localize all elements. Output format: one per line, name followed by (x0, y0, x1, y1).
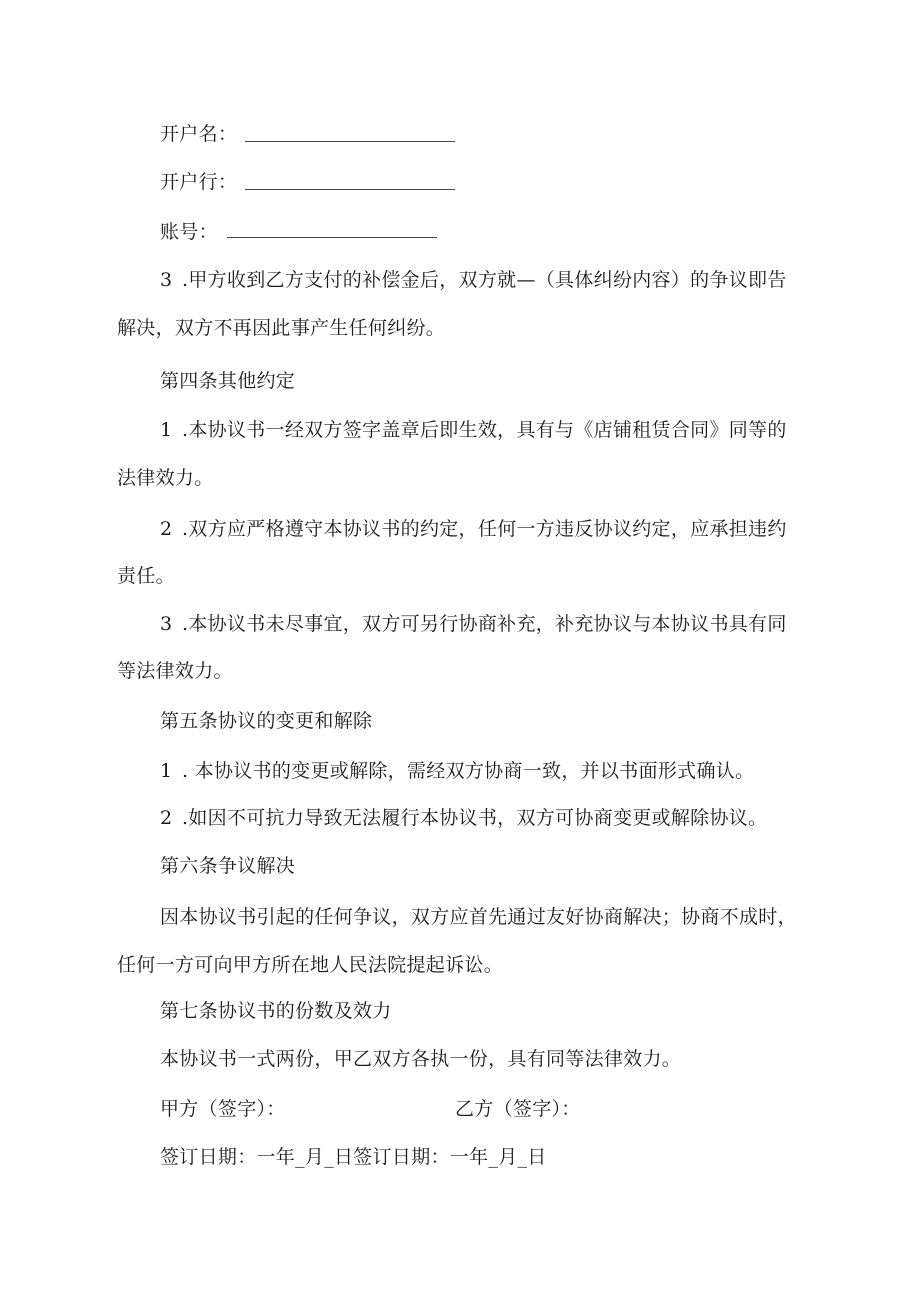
art7-heading: 第七条协议书的份数及效力 (160, 1000, 392, 1022)
item-text: .本协议书一经双方签字盖章后即生效，具有与《店铺租赁合同》同等的 (182, 419, 787, 441)
item-number: 2 (160, 518, 173, 540)
item-text: .如因不可抗力导致无法履行本协议书，双方可协商变更或解除协议。 (182, 807, 768, 829)
item-number: 2 (160, 807, 173, 829)
art4-item2-line2: 责任。 (117, 565, 175, 587)
item-number: 3 (160, 269, 173, 291)
art4-item3-line2: 等法律效力。 (117, 660, 233, 682)
art3-item3-line2: 解决，双方不再因此事产生任何纠纷。 (117, 317, 446, 339)
item-number: 1 (160, 419, 173, 441)
art6-line1: 因本协议书引起的任何争议，双方应首先通过友好协商解决；协商不成时， (160, 906, 797, 928)
bank-label: 开户行： (160, 171, 238, 193)
bank-blank (245, 189, 455, 190)
party-a-signature: 甲方（签字）： (160, 1098, 286, 1120)
item-text: . 本协议书的变更或解除，需经双方协商一致，并以书面形式确认。 (182, 760, 755, 782)
item-text: .甲方收到乙方支付的补偿金后，双方就—（具体纠纷内容）的争议即告 (182, 269, 787, 291)
art6-line2: 任何一方可向甲方所在地人民法院提起诉讼。 (117, 954, 504, 976)
item-text: .双方应严格遵守本协议书的约定，任何一方违反协议约定，应承担违约 (182, 518, 787, 540)
art5-item1 (160, 759, 754, 783)
art4-item1-line2: 法律效力。 (117, 467, 214, 489)
item-text: .本协议书未尽事宜，双方可另行协商补充，补充协议与本协议书具有同 (182, 613, 787, 635)
art4-item2-line1 (160, 517, 787, 541)
account-name-blank (245, 141, 455, 142)
account-no-label: 账号： (160, 221, 218, 243)
art6-heading: 第六条争议解决 (160, 855, 296, 877)
art5-heading: 第五条协议的变更和解除 (160, 710, 373, 732)
account-name-label: 开户名： (160, 123, 238, 145)
art5-item2 (160, 806, 767, 830)
art4-item1-line1 (160, 418, 787, 442)
art4-item3-line1 (160, 612, 787, 636)
party-b-signature: 乙方（签字）： (455, 1098, 581, 1120)
account-no-blank (227, 237, 437, 238)
art7-text: 本协议书一式两份，甲乙双方各执一份，具有同等法律效力。 (160, 1048, 682, 1070)
art4-heading: 第四条其他约定 (160, 370, 296, 392)
signing-date-line: 签订日期：一年_月_日签订日期：一年_月_日 (160, 1146, 547, 1168)
art3-item3-line1 (160, 268, 787, 292)
item-number: 3 (160, 613, 173, 635)
item-number: 1 (160, 760, 173, 782)
